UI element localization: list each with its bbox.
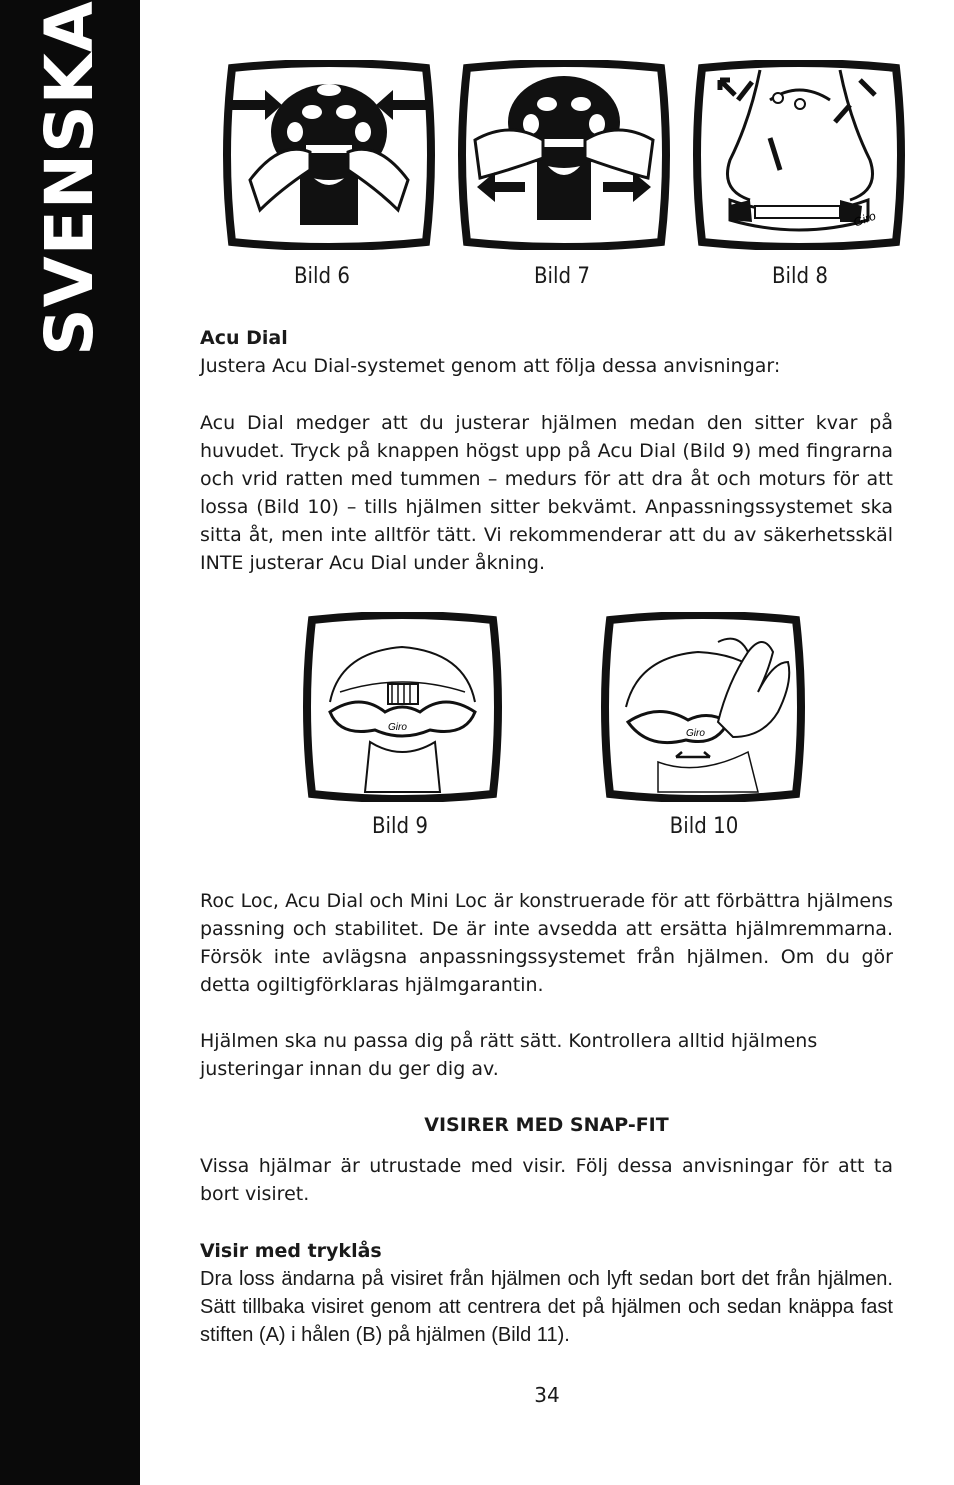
check-adjustments-paragraph: Hjälmen ska nu passa dig på rätt sätt. Kontrollera alltid hjälmens justeringar innan du ger dig av. (200, 1030, 818, 1080)
acu-dial-turn-illustration (598, 612, 808, 802)
visors-intro: Vissa hjälmar är utrustade med visir. Följ dessa anvisningar för att ta bort visiret. (200, 1155, 893, 1205)
helmet-dial-turn-illustration (455, 60, 673, 250)
caption-bild-8: Bild 8 (771, 264, 829, 289)
helmet-retention-system-illustration (690, 60, 908, 250)
page-number: 34 (534, 1383, 560, 1407)
brand-logo-text: Giro (851, 208, 878, 230)
push-lock-body: Dra loss ändarna på visiret från hjälmen och lyft sedan bort det från hjälmen. Sätt tillbaka visiret genom att centrera det på hjälmen och sedan knäppa fast stiften (A) i hålen (B) på hjälmen (Bild 11). (200, 1268, 893, 1346)
language-label: SVENSKA (31, 0, 108, 356)
acu-dial-heading: Acu Dial (200, 327, 288, 349)
figure-bild-9 (300, 612, 505, 802)
helmet-dial-press-illustration (220, 60, 438, 250)
language-sidebar (0, 0, 140, 1485)
figure-bild-6 (220, 60, 438, 250)
fit-systems-paragraph: Roc Loc, Acu Dial och Mini Loc är konstruerade för att förbättra hjälmens passning och stabilitet. De är inte avsedda att ersätta hjälmremmarna. Försök inte avlägsna anpassningssystemet från hjälmen. Om du gör detta ogiltigförklaras hjälmgarantin. (200, 890, 893, 996)
caption-bild-7: Bild 7 (533, 264, 591, 289)
brand-logo-text: Giro (388, 722, 407, 733)
acu-dial-body: Acu Dial medger att du justerar hjälmen medan den sitter kvar på huvudet. Tryck på knappen högst upp på Acu Dial (Bild 9) med fingrarna och vrid ratten med tummen – medurs för att dra åt och moturs för att lossa (Bild 10) – tills hjälmen sitter bekvämt. Anpassningssystemet ska sitta åt, men inte alltför tätt. Vi rekommenderar att du av säkerhetsskäl INTE justerar Acu Dial under åkning. (200, 412, 893, 574)
caption-bild-6: Bild 6 (293, 264, 351, 289)
figure-bild-7 (455, 60, 673, 250)
push-lock-heading: Visir med tryklås (200, 1240, 382, 1262)
acu-dial-press-illustration (300, 612, 505, 802)
caption-bild-9: Bild 9 (371, 814, 429, 839)
visors-heading: VISIRER MED SNAP-FIT (424, 1114, 669, 1136)
brand-logo-text: Giro (686, 728, 705, 739)
figure-bild-10 (598, 612, 808, 802)
figure-bild-8 (690, 60, 908, 250)
caption-bild-10: Bild 10 (669, 814, 739, 839)
acu-dial-intro: Justera Acu Dial-systemet genom att följa dessa anvisningar: (200, 355, 781, 377)
